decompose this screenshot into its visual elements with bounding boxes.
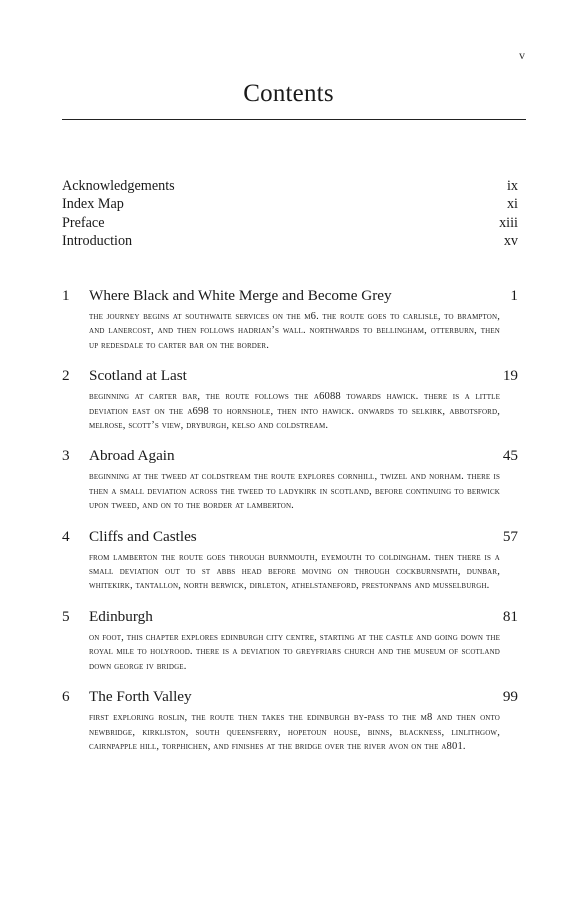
page-number: v <box>519 48 525 62</box>
chapter-page: 1 <box>510 287 518 304</box>
chapter-entry <box>62 607 518 674</box>
chapter-description: beginning at carter bar, the route follows the a6088 towards hawick. there is a little deviation east on the a698 to hornshole, then into hawick. onwards to selkirk, abbotsford, melrose, scott’s view, dryburgh, kelso and coldstream. <box>89 391 500 432</box>
front-matter-page: xiii <box>499 214 518 231</box>
front-matter-label: Index Map <box>62 196 124 213</box>
front-matter-label: Acknowledgements <box>62 178 175 194</box>
chapter-description: first exploring roslin, the route then takes the edinburgh by-pass to the m8 and then onto newbridge, kirkliston, south queensferry, hopetoun house, binns, blackness, linlithgow, cairnpapple hill, torphichen, and finishes at the bridge over the river avon on the a801. <box>89 712 500 752</box>
chapter-heading[interactable] <box>62 607 518 627</box>
chapter-heading[interactable] <box>62 687 518 707</box>
chapter-heading[interactable] <box>62 286 518 306</box>
chapter-number: 6 <box>62 688 70 706</box>
chapter-title: Cliffs and Castles <box>89 527 197 545</box>
chapter-number: 5 <box>62 607 70 625</box>
chapter-title: Scotland at Last <box>89 367 187 385</box>
chapter-description: from lamberton the route goes through burnmouth, eyemouth to coldingham. then there is a small deviation out to st abbs head before moving on through cockburnspath, dunbar, whitekirk, tantallon, north berwick, dirleton, athelstaneford, prestonpans and musselburgh. <box>89 551 500 592</box>
chapter-number: 4 <box>62 527 70 545</box>
front-matter-list <box>62 177 518 251</box>
chapter-page: 57 <box>502 527 518 545</box>
chapter-heading[interactable] <box>62 527 518 547</box>
chapter-entry <box>62 687 518 754</box>
chapter-title: The Forth Valley <box>89 688 192 706</box>
chapter-heading[interactable] <box>62 366 518 386</box>
front-matter-item[interactable] <box>62 232 518 250</box>
chapter-page: 45 <box>502 447 518 465</box>
chapter-page: 99 <box>502 688 518 706</box>
page-title: Contents <box>243 80 334 107</box>
front-matter-item[interactable] <box>62 195 518 213</box>
front-matter-item[interactable] <box>62 177 518 195</box>
chapter-description: beginning at the tweed at coldstream the route explores cornhill, twizel and norham. there is then a small deviation across the tweed to ladykirk in scotland, before continuing to berwick upon tweed, and on to the border at lamberton. <box>89 471 500 512</box>
chapter-number: 2 <box>62 367 70 385</box>
chapter-description: the journey begins at southwaite services on the m6. the route goes to carlisle, to brampton, and lanercost, and then follows hadrian’s wall. northwards to bellingham, otterburn, then up redesdale to carter bar on the border. <box>89 311 500 351</box>
front-matter-item[interactable] <box>62 214 518 232</box>
chapter-page: 81 <box>502 607 518 625</box>
front-matter-page: ix <box>506 178 518 194</box>
chapter-entry <box>62 527 518 594</box>
chapter-list <box>62 286 518 767</box>
chapter-entry <box>62 366 518 433</box>
title-rule <box>62 119 526 120</box>
chapter-title: Abroad Again <box>89 447 175 465</box>
chapter-description: on foot, this chapter explores edinburgh city centre, starting at the castle and going down the royal mile to holyrood. there is a deviation to greyfriars church and the museum of scotland down george iv bridge. <box>89 631 500 672</box>
front-matter-page: xv <box>503 233 518 250</box>
front-matter-page: xi <box>506 196 518 213</box>
front-matter-label: Introduction <box>62 233 133 250</box>
front-matter-label: Preface <box>62 214 105 231</box>
chapter-number: 1 <box>62 287 70 304</box>
chapter-entry <box>62 446 518 513</box>
chapter-entry <box>62 286 518 353</box>
chapter-heading[interactable] <box>62 446 518 466</box>
chapter-title: Where Black and White Merge and Become Grey <box>89 287 392 304</box>
chapter-title: Edinburgh <box>89 607 153 625</box>
chapter-page: 19 <box>502 367 518 385</box>
chapter-number: 3 <box>62 447 70 465</box>
